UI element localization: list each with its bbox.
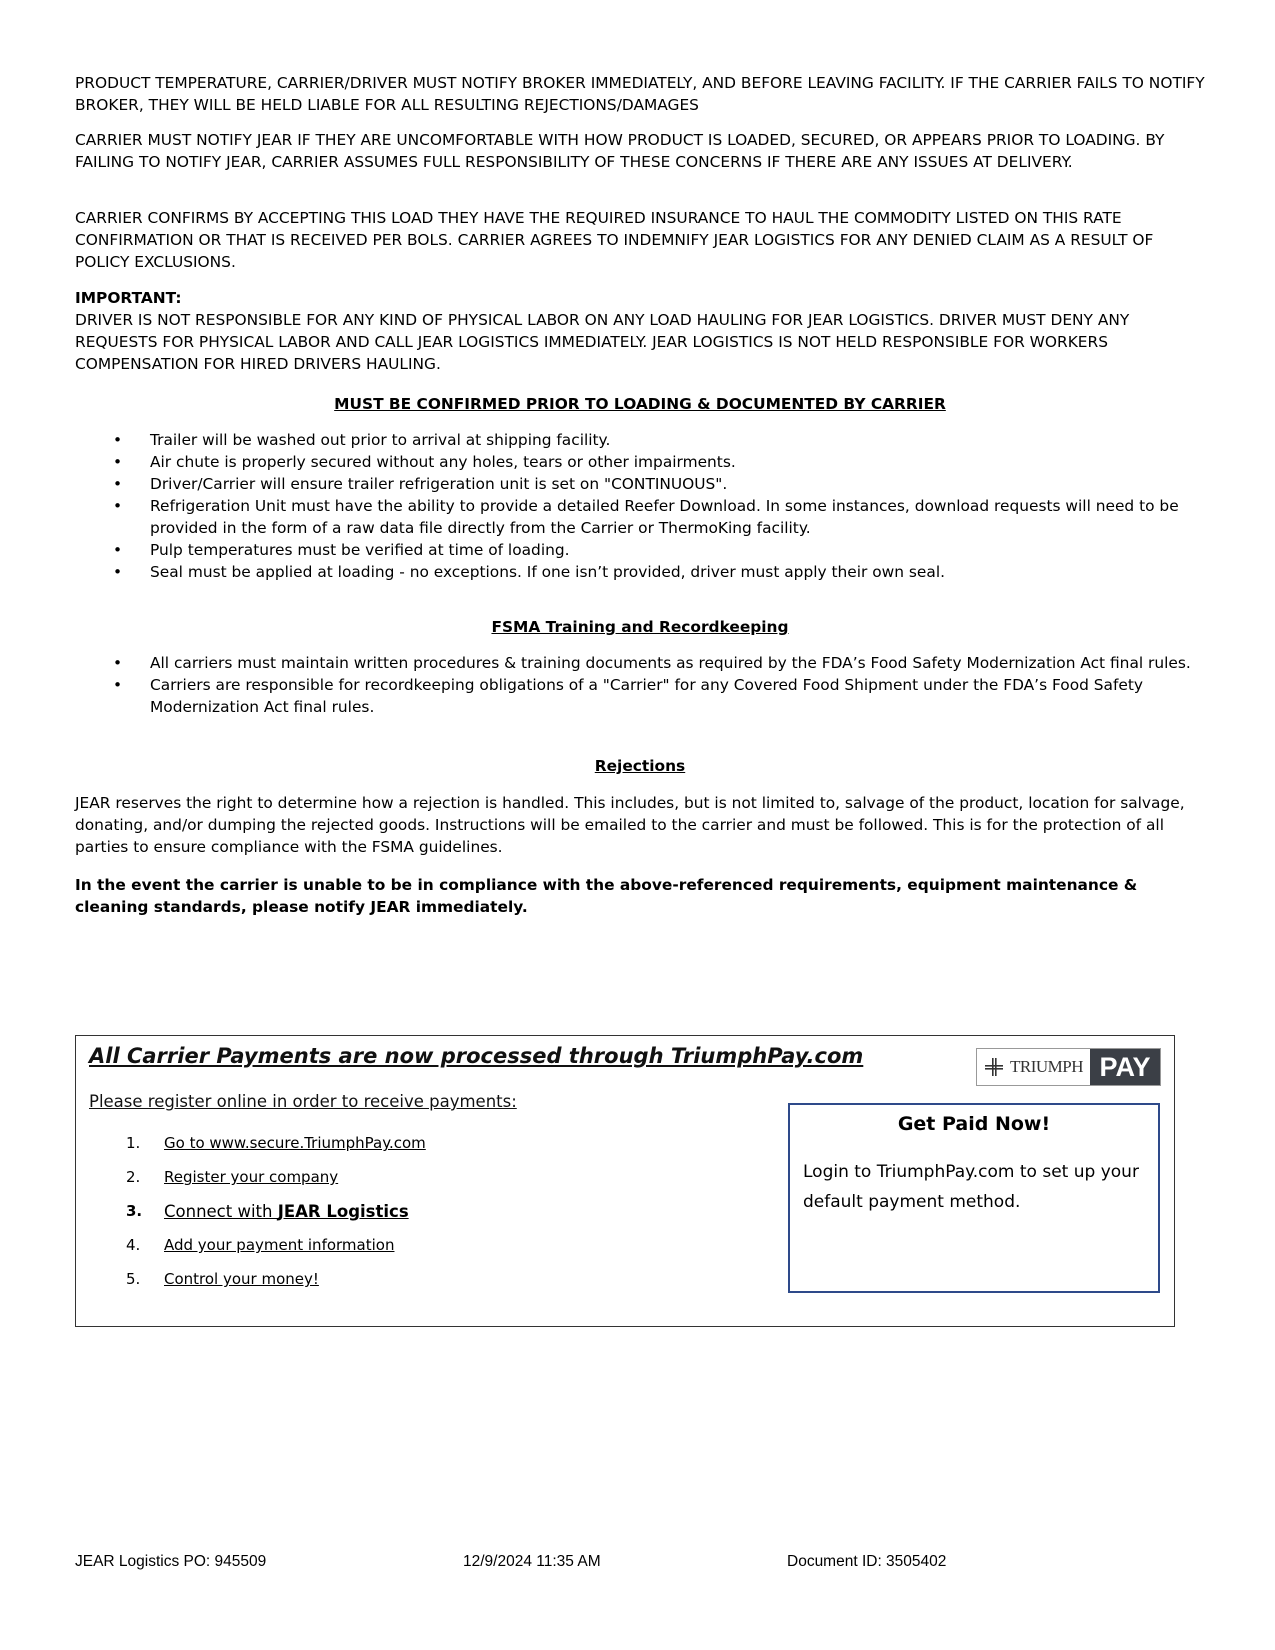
- step-link[interactable]: Connect with JEAR Logistics: [164, 1202, 409, 1221]
- list-item: • Refrigeration Unit must have the ability to provide a detailed Reefer Download. In some instances, download requests will need to be provided in the form of a raw data file directly from the Carrier or ThermoKing facility.: [113, 497, 1179, 537]
- loading-notice: CARRIER MUST NOTIFY JEAR IF THEY ARE UNCOMFORTABLE WITH HOW PRODUCT IS LOADED, SECURED, OR APPEARS PRIOR TO LOADING. BY FAILING TO NOTIFY JEAR, CARRIER ASSUMES FULL RESPONSIBILITY OF THESE CONCERNS IF THERE ARE ANY ISSUES AT DELIVERY.: [75, 131, 1165, 171]
- list-item: • Trailer will be washed out prior to arrival at shipping facility.: [113, 431, 611, 449]
- insurance-notice: CARRIER CONFIRMS BY ACCEPTING THIS LOAD THEY HAVE THE REQUIRED INSURANCE TO HAUL THE COMMODITY LISTED ON THIS RATE CONFIRMATION OR THAT IS RECEIVED PER BOLS. CARRIER AGREES TO INDEMNIFY JEAR LOGISTICS FOR ANY DENIED CLAIM AS A RESULT OF POLICY EXCLUSIONS.: [75, 209, 1154, 271]
- bullet-icon: •: [113, 497, 123, 515]
- bullet-icon: •: [113, 654, 123, 672]
- compliance-notice: In the event the carrier is unable to be in compliance with the above-referenced requirements, equipment maintenance & cleaning standards, please notify JEAR immediately.: [75, 876, 1138, 916]
- footer-po: JEAR Logistics PO: 945509: [75, 1553, 267, 1570]
- bullet-icon: •: [113, 563, 123, 581]
- step-link[interactable]: Add your payment information: [164, 1236, 395, 1254]
- bullet-icon: •: [113, 475, 123, 493]
- triumphpay-logo: [976, 1048, 1161, 1086]
- bullet-icon: •: [113, 453, 123, 471]
- list-item: • Pulp temperatures must be verified at time of loading.: [113, 541, 570, 559]
- triumph-cross-icon: [984, 1057, 1004, 1077]
- fsma-list: [75, 652, 1195, 718]
- list-item: • All carriers must maintain written procedures & training documents as required by the FDA’s Food Safety Modernization Act final rules.: [113, 654, 1191, 672]
- rejections-text: JEAR reserves the right to determine how a rejection is handled. This includes, but is not limited to, salvage of the product, location for salvage, donating, and/or dumping the rejected goods. Instructions will be emailed to the carrier and must be followed. This is for the protection of all parties to ensure compliance with the FSMA guidelines.: [75, 794, 1185, 856]
- get-paid-box: [788, 1103, 1160, 1293]
- confirm-list: [75, 429, 1195, 583]
- list-item: • Carriers are responsible for recordkeeping obligations of a "Carrier" for any Covered Food Shipment under the FDA’s Food Safety Modernization Act final rules.: [113, 676, 1144, 716]
- list-item: • Seal must be applied at loading - no exceptions. If one isn’t provided, driver must apply their own seal.: [113, 563, 945, 581]
- payment-subtitle: Please register online in order to receive payments:: [89, 1092, 517, 1111]
- footer-document-id: Document ID: 3505402: [787, 1553, 947, 1570]
- fsma-heading: FSMA Training and Recordkeeping: [491, 618, 789, 636]
- bullet-icon: •: [113, 676, 123, 694]
- get-paid-title: Get Paid Now!: [897, 1113, 1051, 1135]
- confirm-heading: MUST BE CONFIRMED PRIOR TO LOADING & DOCUMENTED BY CARRIER: [334, 395, 946, 413]
- payment-title: All Carrier Payments are now processed through TriumphPay.com: [89, 1044, 864, 1068]
- get-paid-text: Login to TriumphPay.com to set up your default payment method.: [803, 1162, 1139, 1212]
- footer-datetime: 12/9/2024 11:35 AM: [463, 1553, 601, 1570]
- rejections-heading: Rejections: [594, 757, 686, 775]
- step-link[interactable]: Control your money!: [164, 1270, 319, 1288]
- important-text: DRIVER IS NOT RESPONSIBLE FOR ANY KIND OF PHYSICAL LABOR ON ANY LOAD HAULING FOR JEAR LOGISTICS. DRIVER MUST DENY ANY REQUESTS FOR PHYSICAL LABOR AND CALL JEAR LOGISTICS IMMEDIATELY. JEAR LOGISTICS IS NOT HELD RESPONSIBLE FOR WORKERS COMPENSATION FOR HIRED DRIVERS HAULING.: [75, 311, 1130, 373]
- list-item: • Air chute is properly secured without any holes, tears or other impairments.: [113, 453, 736, 471]
- logo-pay-block: PAY: [1090, 1049, 1160, 1085]
- bullet-icon: •: [113, 431, 123, 449]
- logo-text: TRIUMPH: [1009, 1057, 1083, 1076]
- step-link[interactable]: Go to www.secure.TriumphPay.com: [164, 1134, 426, 1152]
- bullet-icon: •: [113, 541, 123, 559]
- important-block: [75, 287, 1205, 375]
- step-link[interactable]: Register your company: [164, 1168, 339, 1186]
- payment-box: All Carrier Payments are now processed through TriumphPay.com TRIUMPH PAY Please register online in order to receive payments: 1. Go to www.secure.TriumphPay.com 2. Register your company 3. Connect with JEAR Logistics 4. Add your payment information 5. Control your money! Get Paid Now! Login to TriumphPay.com to set up your default payment method.: [75, 1035, 1175, 1327]
- important-label: IMPORTANT:: [75, 289, 182, 307]
- list-item: • Driver/Carrier will ensure trailer refrigeration unit is set on "CONTINUOUS".: [113, 475, 728, 493]
- temperature-notice: PRODUCT TEMPERATURE, CARRIER/DRIVER MUST NOTIFY BROKER IMMEDIATELY, AND BEFORE LEAVING FACILITY. IF THE CARRIER FAILS TO NOTIFY BROKER, THEY WILL BE HELD LIABLE FOR ALL RESULTING REJECTIONS/DAMAGES: [75, 74, 1205, 114]
